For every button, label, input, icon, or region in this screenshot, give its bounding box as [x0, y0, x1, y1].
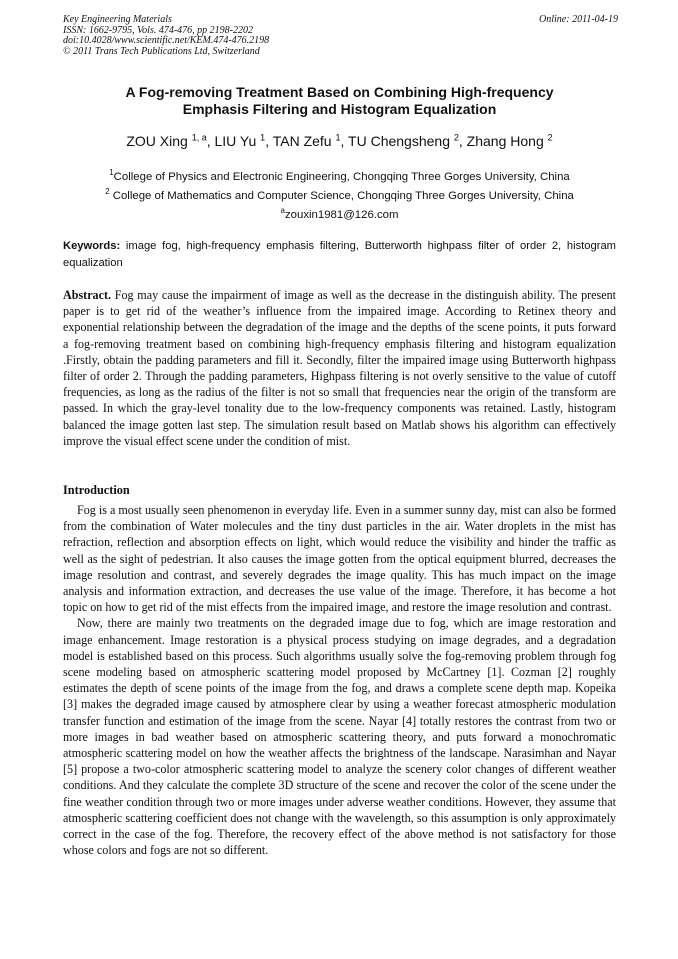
author-name: LIU Yu	[214, 133, 257, 149]
email-mark: a	[280, 206, 285, 216]
journal-header	[63, 15, 618, 57]
keywords-text: image fog, high-frequency emphasis filtering, Butterworth highpass filter of order 2, histogram equalization	[63, 240, 616, 269]
author-list: ZOU Xing $^{1, a}$, LIU Yu $^1$, TAN Zefu $^1$, TU Chengsheng $^2$, Zhang Hong $^2$	[126, 132, 553, 149]
author-affiliation-mark: 2	[547, 132, 553, 143]
affiliation-text: College of Mathematics and Computer Science, Chongqing Three Gorges University, China	[112, 190, 574, 202]
abstract-label: Abstract.	[63, 288, 112, 302]
paper-title	[63, 84, 616, 118]
author-name: TAN Zefu	[272, 133, 332, 149]
issn-line: ISSN: 1662-9795, Vols. 474-476, pp 2198-2202	[63, 24, 253, 36]
journal-name: Key Engineering Materials	[63, 14, 172, 25]
title-line-2: Emphasis Filtering and Histogram Equalization	[182, 101, 497, 117]
affiliation-mark: 2	[105, 187, 110, 197]
author-name: ZOU Xing	[126, 133, 188, 149]
author-email-line	[63, 206, 616, 225]
affiliation-list	[63, 168, 616, 225]
author-affiliation-mark: 1	[335, 132, 341, 143]
author-affiliation-mark: 1	[260, 132, 266, 143]
affiliation-1	[63, 168, 616, 187]
author-email[interactable]: zouxin1981@126.com	[284, 209, 399, 221]
author-affiliation-mark: 2	[453, 132, 459, 143]
body-paragraph: Fog is a most usually seen phenomenon in everyday life. Even in a summer sunny day, mist can also be formed from the combination of Water molecules and the tiny dust particles in the air. Water droplets in the mist has refraction, reflection and absorption effects on light, which would reduce the visibility and hinder the traffic as well as the sight of pedestrian. It also causes the image gotten from the optical equipment blurred, decreases the image resolution and contrast, and severely degrades the image quality. This has much impact on the image analysis and information extraction, and decreases the use value of the image. Therefore, it has become a hot topic on how to get rid of the mist effects from the impaired image, and restore the image resolution and contrast.	[63, 503, 616, 615]
body-paragraph: Now, there are mainly two treatments on the degraded image due to fog, which are image restoration and image enhancement. Image restoration is a physical process studying on image degrades, and a degradation model is established based on this process. Such algorithms usually solve the fog-removing problem through fog scene modeling based on atmospheric scattering model proposed by McCartney [1]. Cozman [2] roughly estimates the depth of scene points of the image from the fog, and draws a complete scene depth map. Kopeika [3] makes the degraded image caused by atmosphere clear by using a weather forecast atmospheric modulation transfer function and estimation of the image from the scene. Nayar [4] totally restores the contrast from two or more images in bad weather based on atmospheric scattering theory, and puts forward a monochromatic atmospheric scattering model on how the weather affects the brightness of the landscape. Narasimhan and Nayar [5] propose a two-color atmospheric scattering model to analyze the scenery color changes of different weather conditions. And they calculate the complete 3D structure of the scene and recover the color of the scene under the fine weather condition through two or more images under adverse weather conditions. However, they assume that atmospheric scattering coefficient does not change with the wavelength, so this assumption is only approximately correct in the case of the fog. Therefore, the recovery effect of the above method is not satisfactory for those whose colors and fogs are not so different.	[63, 616, 616, 858]
affiliation-mark: 1	[109, 168, 114, 178]
title-line-1: A Fog-removing Treatment Based on Combining High-frequency	[125, 84, 554, 100]
keywords-block	[63, 238, 616, 272]
author-name: Zhang Hong	[466, 133, 544, 149]
author-affiliation-mark: 1, a	[191, 132, 207, 143]
affiliation-text: College of Physics and Electronic Engineering, Chongqing Three Gorges University, China	[113, 171, 570, 183]
abstract-block	[63, 287, 616, 449]
online-date: Online: 2011-04-19	[539, 14, 618, 25]
keywords-label: Keywords:	[63, 240, 121, 252]
doi-line[interactable]: doi:10.4028/www.scientific.net/KEM.474-476.2198	[63, 35, 270, 47]
abstract-text: Fog may cause the impairment of image as well as the decrease in the distinguish ability. The present paper is to get rid of the weather’s influence from the impaired image. According to Retinex theory and exponential relationship between the degradation of the image and the depths of the scene points, it puts forward a fog-removing treatment based on combining high-frequency emphasis filtering and histogram equalization .Firstly, obtain the padding parameters and fill it. Secondly, filter the impaired image using Butterworth highpass filter of order 2. Through the padding parameters, Highpass filtering is not overly sensitive to the value of cutoff frequencies, as long as the radius of the filter is not so small that frequencies near the origin of the transform are passed. In which the gray-level tonality due to the low-frequency components was retained. Lastly, histogram balanced the image gotten last step. The simulation result based on Matlab shows his algorithm can effectively improve the visual effect scene under the condition of mist.	[63, 288, 616, 448]
copyright-line: © 2011 Trans Tech Publications Ltd, Switzerland	[63, 45, 260, 57]
author-name: TU Chengsheng	[348, 133, 450, 149]
affiliation-2	[63, 187, 616, 206]
section-heading-introduction: Introduction	[63, 483, 130, 497]
introduction-body	[63, 502, 616, 858]
